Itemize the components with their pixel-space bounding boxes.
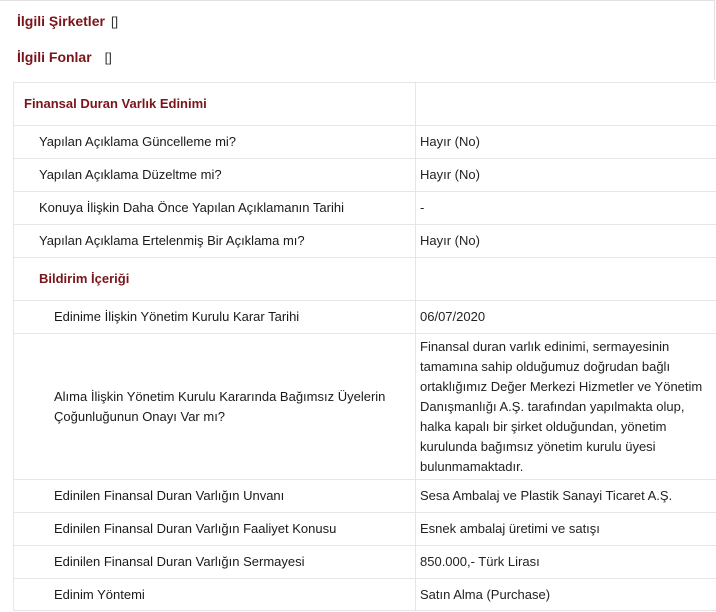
row-value: Hayır (No): [416, 159, 716, 192]
row-value: -: [416, 192, 716, 225]
row-value: Satın Alma (Purchase): [416, 579, 716, 611]
table-row: [14, 579, 716, 611]
related-header-frame: [0, 0, 715, 80]
table-row: [14, 225, 716, 258]
row-label: Alıma İlişkin Yönetim Kurulu Kararında Bağımsız Üyelerin Çoğunluğunun Onayı Var mı?: [14, 334, 416, 480]
section-title: Finansal Duran Varlık Edinimi: [14, 83, 416, 126]
row-value: Sesa Ambalaj ve Plastik Sanayi Ticaret A.Ş.: [416, 480, 716, 513]
related-companies-label: İlgili Şirketler: [17, 13, 105, 29]
row-value: Hayır (No): [416, 225, 716, 258]
related-companies: [17, 13, 118, 29]
table-row: [14, 513, 716, 546]
section-header-row: [14, 83, 716, 126]
table-row: [14, 546, 716, 579]
table-row: [14, 126, 716, 159]
table-row: [14, 301, 716, 334]
table-row: [14, 334, 716, 480]
related-companies-value: []: [110, 14, 119, 29]
row-label: Edinilen Finansal Duran Varlığın Unvanı: [14, 480, 416, 513]
table-row: [14, 480, 716, 513]
related-funds-label: İlgili Fonlar: [17, 49, 92, 65]
row-label: Konuya İlişkin Daha Önce Yapılan Açıklamanın Tarihi: [14, 192, 416, 225]
related-funds: [17, 49, 112, 65]
subsection-header-row: [14, 258, 716, 301]
related-funds-value: []: [104, 50, 112, 65]
row-value: Hayır (No): [416, 126, 716, 159]
row-value: 06/07/2020: [416, 301, 716, 334]
row-value: Finansal duran varlık edinimi, sermayesinin tamamına sahip olduğumuz doğrudan bağlı ortaklığımız Değer Merkezi Hizmetler ve Yönetim Danışmanlığı A.Ş. tarafından yapılmakta olup, halka kapalı bir şirket olduğundan, yönetim kurulunda bağımsız yönetim kurulu üyesi bulunmamaktadır.: [416, 334, 716, 480]
table-row: [14, 192, 716, 225]
row-label: Edinim Yöntemi: [14, 579, 416, 611]
row-value: 850.000,- Türk Lirası: [416, 546, 716, 579]
row-label: Yapılan Açıklama Güncelleme mi?: [14, 126, 416, 159]
disclosure-table: [13, 82, 716, 611]
row-label: Yapılan Açıklama Ertelenmiş Bir Açıklama mı?: [14, 225, 416, 258]
subsection-title: Bildirim İçeriği: [14, 258, 416, 301]
empty-cell: [416, 258, 716, 301]
row-label: Edinime İlişkin Yönetim Kurulu Karar Tarihi: [14, 301, 416, 334]
empty-cell: [416, 83, 716, 126]
table-row: [14, 159, 716, 192]
row-label: Edinilen Finansal Duran Varlığın Faaliyet Konusu: [14, 513, 416, 546]
row-label: Yapılan Açıklama Düzeltme mi?: [14, 159, 416, 192]
row-label: Edinilen Finansal Duran Varlığın Sermayesi: [14, 546, 416, 579]
row-value: Esnek ambalaj üretimi ve satışı: [416, 513, 716, 546]
